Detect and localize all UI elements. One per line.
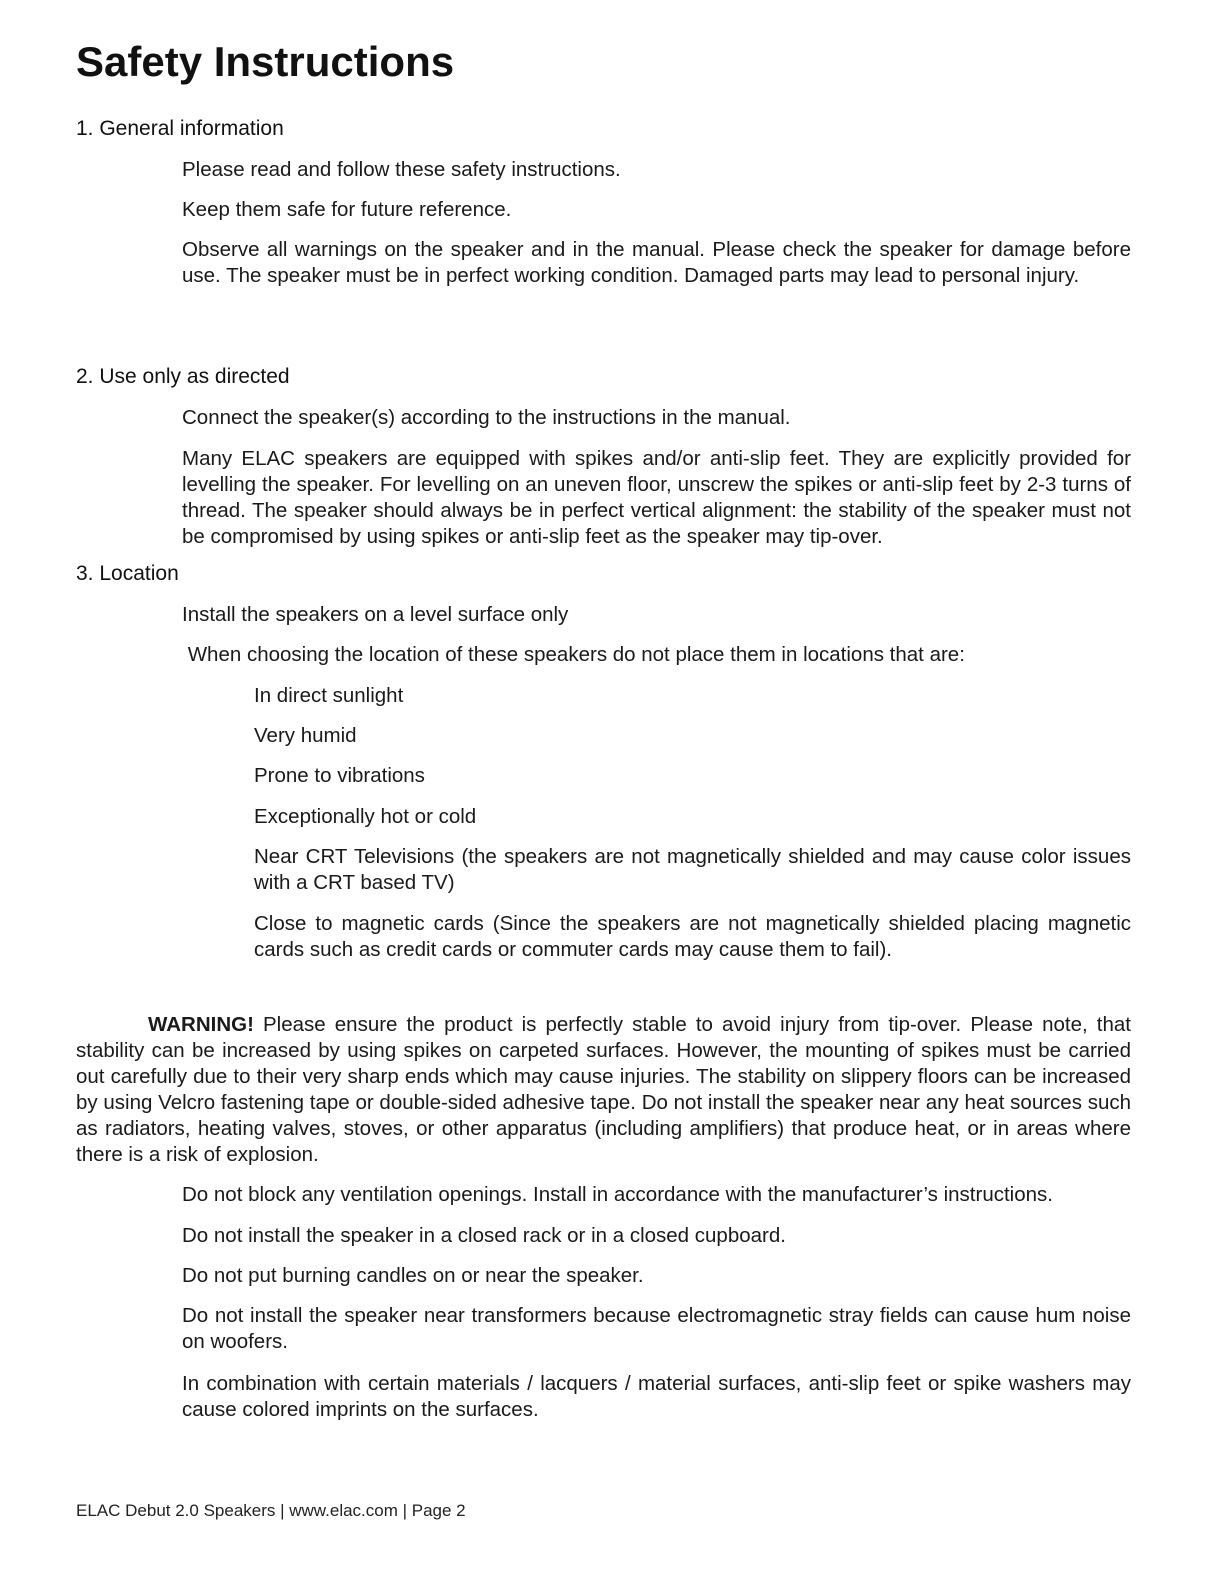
location-item: Very humid [254, 724, 357, 747]
paragraph: Keep them safe for future reference. [182, 198, 512, 221]
paragraph: Install the speakers on a level surface only [182, 603, 569, 626]
paragraph: In combination with certain materials / lacquers / material surfaces, anti-slip feet or spike washers may cause colored imprints on the surfaces. [182, 1372, 1131, 1421]
location-item: Near CRT Televisions (the speakers are not magnetically shielded and may cause color issues with a CRT based TV) [254, 845, 1131, 894]
page-title: Safety Instructions [76, 38, 455, 85]
paragraph: Many ELAC speakers are equipped with spikes and/or anti-slip feet. They are explicitly provided for levelling the speaker. For levelling on an uneven floor, unscrew the spikes or anti-slip feet by 2-3 turns of thread. The speaker should always be in perfect vertical alignment: the stability of the speaker must not be compromised by using spikes or anti-slip feet as the speaker may tip-over. [182, 447, 1131, 548]
section-heading-use-as-directed: 2. Use only as directed [76, 365, 290, 388]
location-item: Close to magnetic cards (Since the speakers are not magnetically shielded placing magnetic cards such as credit cards or commuter cards may cause them to fail). [254, 912, 1131, 961]
warning-paragraph [76, 1012, 1131, 1168]
warning-label: WARNING! [148, 1013, 254, 1036]
paragraph: Do not install the speaker in a closed rack or in a closed cupboard. [182, 1224, 786, 1247]
paragraph: Do not put burning candles on or near the speaker. [182, 1264, 644, 1287]
location-item: In direct sunlight [254, 684, 404, 707]
paragraph: Connect the speaker(s) according to the instructions in the manual. [182, 406, 791, 429]
paragraph: Do not install the speaker near transformers because electromagnetic stray fields can cause hum noise on woofers. [182, 1304, 1131, 1353]
paragraph: When choosing the location of these speakers do not place them in locations that are: [182, 643, 965, 666]
paragraph: Please read and follow these safety instructions. [182, 158, 621, 181]
paragraph: Do not block any ventilation openings. Install in accordance with the manufacturer’s instructions. [182, 1183, 1053, 1206]
section-heading-general-information: 1. General information [76, 117, 284, 140]
location-item: Exceptionally hot or cold [254, 805, 477, 828]
warning-text: Please ensure the product is perfectly stable to avoid injury from tip-over. Please note, that stability can be increased by using spikes on carpeted surfaces. However, the mounting of spikes must be carried out carefully due to their very sharp ends which may cause injuries. The stability on slippery floors can be increased by using Velcro fastening tape or double-sided adhesive tape. Do not install the speaker near any heat sources such as radiators, heating valves, stoves, or other apparatus (including amplifiers) that produce heat, or in areas where there is a risk of explosion. [76, 1013, 1131, 1166]
page-footer: ELAC Debut 2.0 Speakers | www.elac.com | Page 2 [76, 1501, 466, 1520]
paragraph: Observe all warnings on the speaker and in the manual. Please check the speaker for damage before use. The speaker must be in perfect working condition. Damaged parts may lead to personal injury. [182, 238, 1131, 287]
section-heading-location: 3. Location [76, 562, 179, 585]
location-item: Prone to vibrations [254, 764, 425, 787]
